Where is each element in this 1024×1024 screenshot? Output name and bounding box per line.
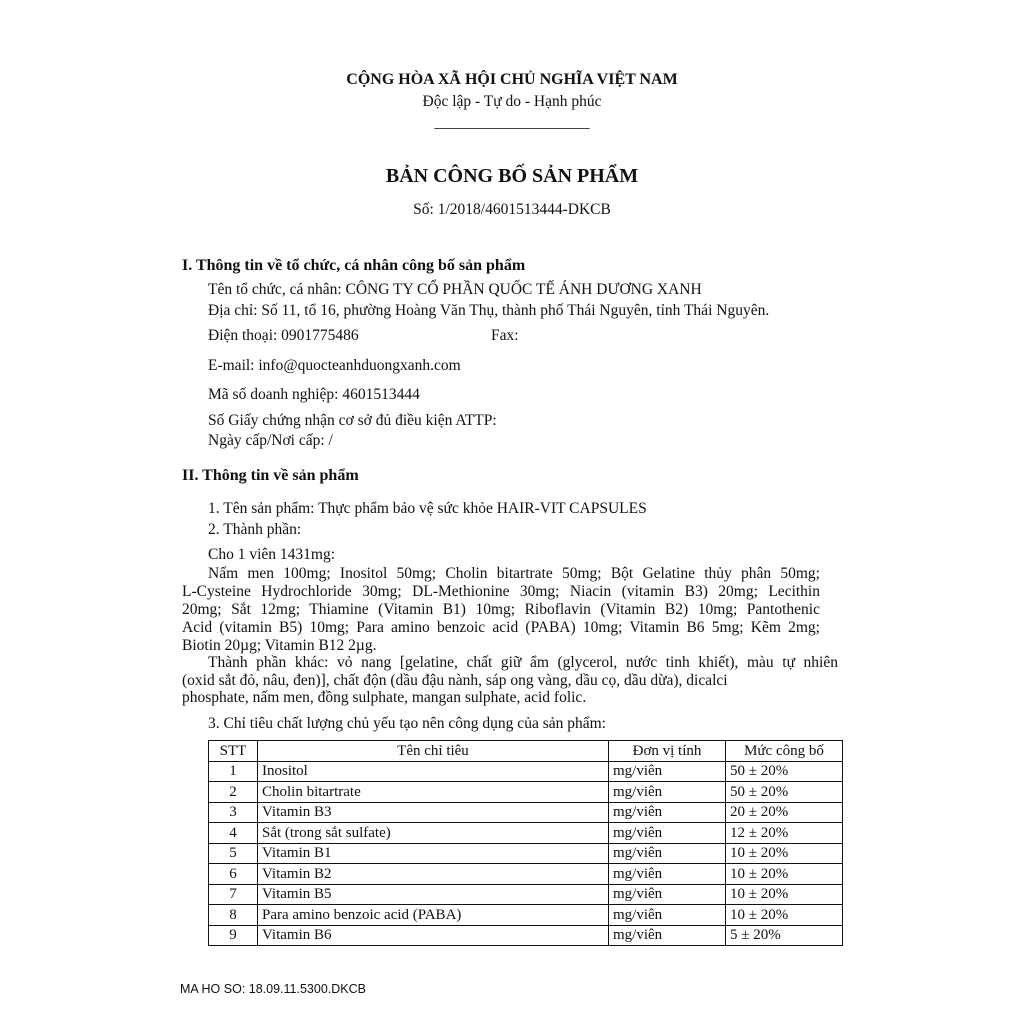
cell-value: 50 ± 20%	[726, 761, 843, 782]
cell-unit: mg/viên	[609, 843, 726, 864]
table-row	[209, 843, 843, 864]
cell-name: Vitamin B1	[258, 843, 609, 864]
ingredients-line: L-Cysteine Hydrochloride 30mg; DL-Methionine 30mg; Niacin (vitamin B3) 20mg; Lecithin	[182, 583, 820, 600]
table-row	[209, 905, 843, 926]
per-capsule: Cho 1 viên 1431mg:	[208, 546, 336, 563]
table-row	[209, 864, 843, 885]
col-value: Mức công bố	[726, 741, 843, 762]
cell-stt: 6	[209, 864, 258, 885]
table-row	[209, 884, 843, 905]
file-code: MA HO SO: 18.09.11.5300.DKCB	[180, 982, 366, 996]
certificate: Số Giấy chứng nhận cơ sở đủ điều kiện ATTP:	[208, 412, 497, 429]
cell-stt: 3	[209, 802, 258, 823]
header-rule: ____________________	[434, 114, 590, 131]
cell-stt: 8	[209, 905, 258, 926]
cell-unit: mg/viên	[609, 905, 726, 926]
ingredients-line: 20mg; Sắt 12mg; Thiamine (Vitamin B1) 10mg; Riboflavin (Vitamin B2) 10mg; Pantothenic	[182, 601, 820, 618]
cell-name: Vitamin B2	[258, 864, 609, 885]
ingredients-line: Acid (vitamin B5) 10mg; Para amino benzoic acid (PABA) 10mg; Vitamin B6 5mg; Kẽm 2mg;	[182, 619, 820, 636]
cell-name: Vitamin B6	[258, 925, 609, 946]
criteria-label: 3. Chỉ tiêu chất lượng chủ yếu tạo nên công dụng của sản phẩm:	[208, 715, 606, 732]
fax: Fax:	[491, 327, 519, 344]
cell-stt: 7	[209, 884, 258, 905]
cell-unit: mg/viên	[609, 884, 726, 905]
other-ingredients-line: phosphate, nấm men, đồng sulphate, mangan sulphate, acid folic.	[182, 689, 587, 706]
cell-stt: 4	[209, 823, 258, 844]
cell-value: 50 ± 20%	[726, 782, 843, 803]
cell-unit: mg/viên	[609, 864, 726, 885]
cell-name: Inositol	[258, 761, 609, 782]
issue-info: Ngày cấp/Nơi cấp: /	[208, 432, 333, 449]
cell-value: 10 ± 20%	[726, 905, 843, 926]
cell-unit: mg/viên	[609, 823, 726, 844]
section1-heading: I. Thông tin về tổ chức, cá nhân công bố sản phẩm	[182, 257, 526, 274]
org-name: Tên tổ chức, cá nhân: CÔNG TY CỔ PHẦN QUỐC TẾ ÁNH DƯƠNG XANH	[208, 281, 702, 298]
cell-value: 10 ± 20%	[726, 884, 843, 905]
phone: Điện thoại: 0901775486	[208, 327, 359, 344]
cell-value: 12 ± 20%	[726, 823, 843, 844]
document-number: Số: 1/2018/4601513444-DKCB	[413, 201, 611, 218]
cell-stt: 5	[209, 843, 258, 864]
cell-unit: mg/viên	[609, 782, 726, 803]
composition-label: 2. Thành phần:	[208, 521, 302, 538]
email: E-mail: info@quocteanhduongxanh.com	[208, 357, 461, 374]
cell-name: Cholin bitartrate	[258, 782, 609, 803]
table-row	[209, 925, 843, 946]
col-name: Tên chỉ tiêu	[258, 741, 609, 762]
cell-value: 10 ± 20%	[726, 843, 843, 864]
product-name: 1. Tên sản phẩm: Thực phẩm bảo vệ sức khỏe HAIR-VIT CAPSULES	[208, 500, 647, 517]
table-row	[209, 761, 843, 782]
ingredients-line: Nấm men 100mg; Inositol 50mg; Cholin bitartrate 50mg; Bột Gelatine thủy phân 50mg;	[208, 565, 820, 582]
cell-stt: 9	[209, 925, 258, 946]
country-header: CỘNG HÒA XÃ HỘI CHỦ NGHĨA VIỆT NAM	[346, 71, 678, 88]
cell-name: Vitamin B5	[258, 884, 609, 905]
col-stt: STT	[209, 741, 258, 762]
section2-heading: II. Thông tin về sản phẩm	[182, 467, 359, 484]
quality-table	[208, 740, 843, 946]
cell-value: 5 ± 20%	[726, 925, 843, 946]
page-title: BẢN CÔNG BỐ SẢN PHẨM	[385, 165, 639, 187]
table-row	[209, 823, 843, 844]
col-unit: Đơn vị tính	[609, 741, 726, 762]
cell-stt: 2	[209, 782, 258, 803]
other-ingredients-line: Thành phần khác: vỏ nang [gelatine, chất giữ ẩm (glycerol, nước tinh khiết), màu tự nhiên	[208, 654, 838, 671]
address: Địa chỉ: Số 11, tổ 16, phường Hoàng Văn Thụ, thành phố Thái Nguyên, tỉnh Thái Nguyên.	[208, 302, 770, 319]
cell-stt: 1	[209, 761, 258, 782]
tax-code: Mã số doanh nghiệp: 4601513444	[208, 386, 420, 403]
cell-value: 10 ± 20%	[726, 864, 843, 885]
cell-name: Sắt (trong sắt sulfate)	[258, 823, 609, 844]
motto: Độc lập - Tự do - Hạnh phúc	[422, 93, 602, 110]
ingredients-line: Biotin 20µg; Vitamin B12 2µg.	[182, 637, 377, 654]
cell-unit: mg/viên	[609, 802, 726, 823]
cell-name: Para amino benzoic acid (PABA)	[258, 905, 609, 926]
cell-value: 20 ± 20%	[726, 802, 843, 823]
cell-unit: mg/viên	[609, 925, 726, 946]
table-row	[209, 782, 843, 803]
table-row	[209, 802, 843, 823]
cell-name: Vitamin B3	[258, 802, 609, 823]
cell-unit: mg/viên	[609, 761, 726, 782]
other-ingredients-line: (oxid sắt đỏ, nâu, đen)], chất độn (dầu đậu nành, sáp ong vàng, dầu cọ, dầu dừa), dicalci	[182, 672, 728, 689]
